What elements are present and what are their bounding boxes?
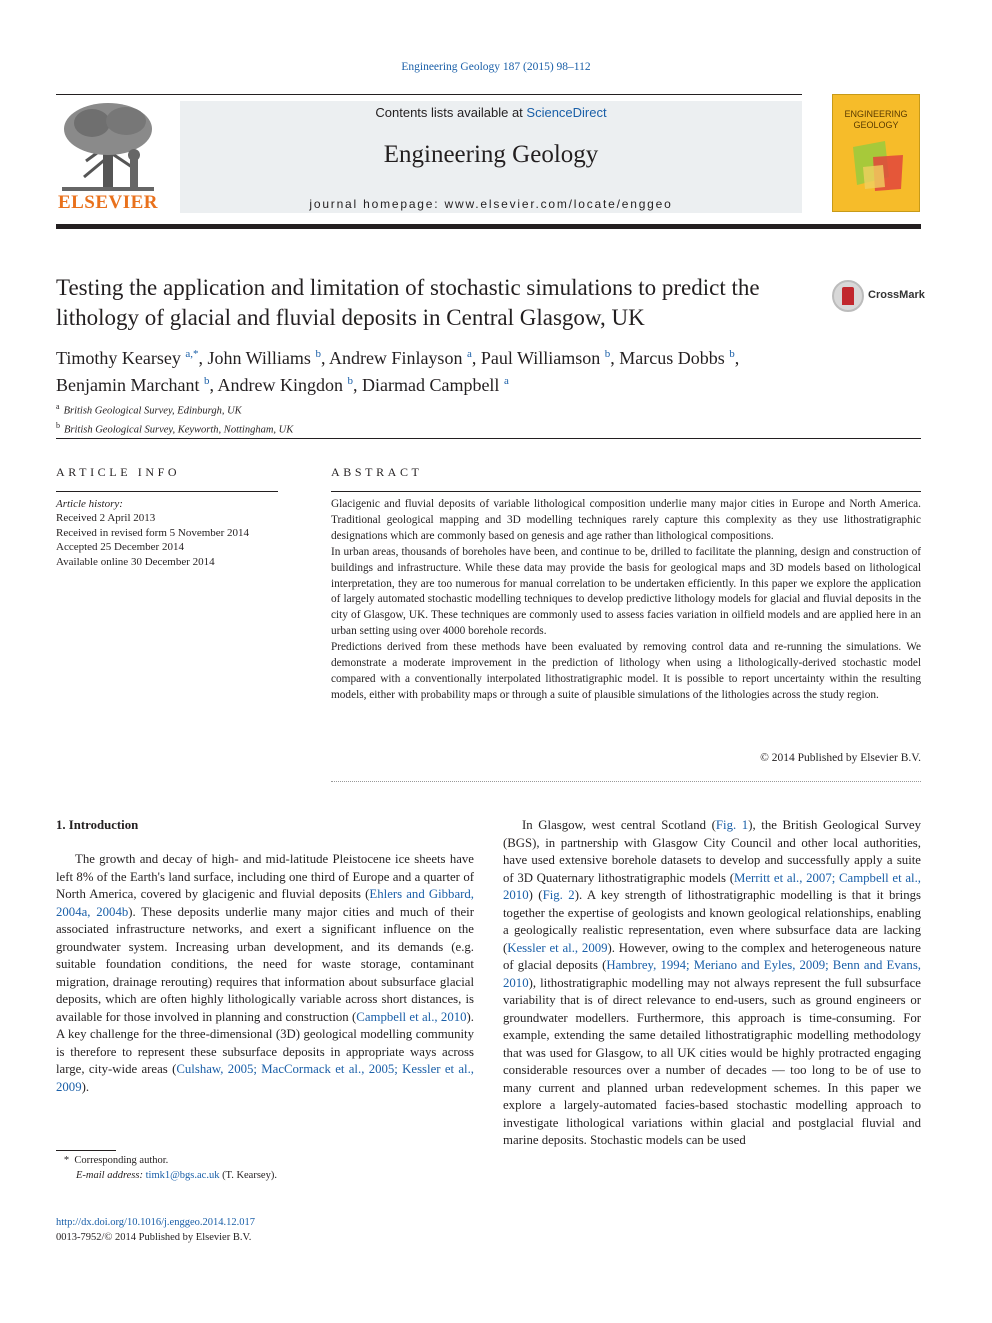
text-run: The growth and decay of high- and mid-latitude Pleistocene ice sheets have left 8% of the Earth's land surface, including one third of Europe and a quarter of North America, covered by glacigenic and fluvial deposits ( (56, 852, 474, 901)
author-affil-mark[interactable]: b (347, 375, 353, 387)
crossmark-label: CrossMark (868, 289, 925, 301)
journal-banner (180, 101, 802, 213)
figure-link[interactable]: Fig. 1 (715, 818, 749, 832)
publisher-name: ELSEVIER (57, 192, 159, 213)
abstract-copyright: © 2014 Published by Elsevier B.V. (760, 752, 921, 764)
affiliation-text: British Geological Survey, Keyworth, Nottingham, UK (64, 424, 294, 435)
left-column-text (56, 851, 474, 1096)
email-label: E-mail address: (76, 1170, 146, 1181)
article-history (56, 497, 296, 569)
history-accepted: Accepted 25 December 2014 (56, 541, 184, 554)
author-affil-mark[interactable]: b (729, 348, 735, 360)
author-list: Timothy Kearsey $^{a,*}$, John Williams $^b$, Andrew Finlayson $^a$, Paul Williamson $^b$, Marcus Dobbs $^b$, Benjamin Marchant $^b$, Andrew Kingdon $^b$, Diarmad Campbell $^a$ (56, 348, 740, 395)
text-run: ). A key strength of lithostratigraphic modelling is that it brings together the expertise of geologists and known geological relationships, enabling a geologically realistic representation, even where subsurface data are lacking ( (503, 888, 921, 955)
abstract-heading: ABSTRACT (331, 465, 423, 479)
sciencedirect-link[interactable]: ScienceDirect (526, 105, 607, 120)
author-name[interactable]: Timothy Kearsey (56, 348, 181, 368)
elsevier-tree-icon (56, 101, 160, 193)
author-name[interactable]: Marcus Dobbs (619, 348, 725, 368)
text-run: ). (81, 1079, 90, 1094)
reference-link[interactable]: Culshaw, 2005; MacCormack et al., 2005; Kessler et al., 2009 (56, 1062, 475, 1094)
section-rule (56, 438, 921, 439)
contents-line (180, 105, 802, 120)
affiliations (56, 400, 293, 437)
history-revised: Received in revised form 5 November 2014 (56, 526, 250, 539)
footnote-rule (56, 1150, 116, 1151)
right-column-text (503, 817, 921, 1150)
author-affil-mark[interactable]: b (203, 375, 210, 387)
abstract-paragraph: In urban areas, thousands of boreholes have been, and continue to be, drilled to facilitate the planning, design and construction of buildings and infrastructure. While these data may provide the basis for geological maps and 3D models based on lithological interpretation, they are too numerous for manual correlation to be undertaken efficiently. In this paper we explore the application of largely automated stochastic modelling techniques to develop predictive lithology models for glacial and fluvial deposits in the city of Glasgow, UK. These techniques are commonly used to assess facies variation in oilfield models and are applied here in an urban setting using over 4000 borehole records. (331, 545, 921, 638)
email-link[interactable]: timk1@bgs.ac.uk (145, 1170, 220, 1181)
abstract-body (331, 497, 921, 704)
text-run: ). However, owing to the complex and heterogeneous nature of glacial deposits ( (503, 940, 921, 972)
crossmark-badge[interactable] (832, 280, 924, 316)
history-received: Received 2 April 2013 (56, 512, 156, 525)
email-suffix: (T. Kearsey). (219, 1170, 277, 1181)
crossmark-icon (832, 280, 864, 312)
journal-title: Engineering Geology (383, 141, 599, 168)
author-affil-mark[interactable]: b (604, 348, 611, 360)
footnote-star: * (63, 1155, 70, 1166)
author-name[interactable]: Paul Williamson (480, 348, 601, 368)
text-run: ). A key challenge for the three-dimensional (3D) geological modelling community is therefore to represent these subsurface deposits in appropriate ways across large, city-wide areas ( (56, 1009, 474, 1076)
journal-citation[interactable]: Engineering Geology 187 (2015) 98–112 (401, 61, 591, 73)
journal-homepage[interactable]: journal homepage: www.elsevier.com/locate/enggeo (309, 197, 673, 211)
author-affil-mark[interactable]: b (315, 348, 321, 360)
section-heading-introduction: 1. Introduction (56, 818, 139, 832)
footnotes (56, 1153, 277, 1183)
footnote-email (56, 1168, 277, 1183)
affiliation-item (56, 400, 293, 419)
reference-link[interactable]: Merritt et al., 2007; Campbell et al., 2010 (503, 870, 921, 902)
author-name[interactable]: Andrew Kingdon (217, 375, 343, 395)
affiliation-mark: b (56, 420, 60, 430)
header-rule (56, 94, 802, 95)
text-run: ), lithostratigraphic modelling may not always represent the full subsurface variability that is of direct relevance to end-users, such as ground engineers or groundwater modellers. Furthermore, this approach is time-consuming. For example, extending the same detailed lithostratigraphic modelling methodology that was used for Glasgow, to all UK cities would be highly protracted engaging considerable resources over a number of decades — too long to be of use to many current and planned urban redevelopment schemes. In this paper we explore a largely-automated facies-based stochastic modelling approach to investigate lithological variations within glacial and postglacial fluvial and marine deposits. Stochastic models can be used (503, 975, 921, 1147)
footnote-corresponding (56, 1153, 277, 1168)
affiliation-mark: a (56, 402, 60, 411)
affiliation-item (56, 419, 293, 438)
text-run: In Glasgow, west central Scotland ( (522, 818, 716, 832)
doi-link[interactable]: http://dx.doi.org/10.1016/j.enggeo.2014.12.017 (56, 1217, 256, 1228)
history-online: Available online 30 December 2014 (56, 555, 215, 568)
reference-link[interactable]: Hambrey, 1994; Meriano and Eyles, 2009; Benn and Evans, 2010 (503, 958, 922, 990)
cover-title-line-1: ENGINEERING (844, 109, 908, 119)
figure-link[interactable]: Fig. 2 (542, 888, 575, 902)
abstract-end-rule (331, 781, 921, 782)
author-name[interactable]: Benjamin Marchant (56, 375, 200, 395)
article-info-heading: ARTICLE INFO (56, 465, 181, 479)
cover-title (833, 109, 919, 131)
cover-graphic (845, 137, 909, 197)
abstract-rule (331, 491, 921, 492)
reference-link[interactable]: Ehlers and Gibbard, 2004a, 2004b (56, 887, 474, 919)
affiliation-text: British Geological Survey, Edinburgh, UK (63, 405, 242, 417)
footnote-corresponding-text: Corresponding author. (74, 1155, 169, 1166)
reference-link[interactable]: Campbell et al., 2010 (356, 1009, 467, 1024)
abstract-paragraph: Predictions derived from these methods have been evaluated by removing control data and re-running the simulations. We demonstrate a moderate improvement in the prediction of lithology when using a lithologically-derived stochastic model compared with a conventionally interpolated lithostratigraphic model. It is possible to report uncertainty within the resulting models, either with probability maps or through a suite of plausible simulations of the lithologies across the study region. (331, 641, 921, 701)
reference-link[interactable]: Kessler et al., 2009 (507, 940, 608, 955)
journal-cover[interactable] (832, 94, 920, 212)
article-info-rule (56, 491, 278, 492)
abstract-paragraph: Glacigenic and fluvial deposits of variable lithological composition underlie many major cities in Europe and North America. Traditional geological mapping and 3D modelling techniques rarely capture this complexity as they use lithostratigraphic designations which are commonly based on genesis and age rather than lithological compositions. (331, 498, 921, 542)
body-paragraph (503, 817, 921, 1150)
contents-prefix: Contents lists available at (375, 105, 527, 120)
author-name[interactable]: Andrew Finlayson (328, 348, 463, 368)
author-affil-mark[interactable]: a,* (185, 348, 199, 360)
article-title: Testing the application and limitation of stochastic simulations to predict the lithology of glacial and fluvial deposits in Central Glasgow, UK (56, 275, 760, 330)
author-affil-mark[interactable]: a (503, 375, 509, 387)
author-name[interactable]: Diarmad Campbell (361, 375, 500, 395)
header-thick-rule (56, 224, 921, 229)
text-run: ). These deposits underlie many major cities and much of their associated infrastructure networks, and exert a significant influence on the groundwater system. Increasing urban development, and its demands (e.g. suitable foundation conditions, the need for waste storage, contaminant migration, drainage rerouting) requires that information about subsurface glacial deposits, which are often highly lithologically variable across short distances, is available for those involved in planning and construction ( (56, 904, 474, 1024)
author-name[interactable]: John Williams (207, 348, 311, 368)
issn-line: 0013-7952/© 2014 Published by Elsevier B.V. (56, 1232, 252, 1243)
text-run: ) ( (528, 888, 543, 902)
history-label: Article history: (56, 498, 123, 510)
text-run: ), the British Geological Survey (BGS), in partnership with Glasgow City Council and other local authorities, have used extensive borehole datasets to develop and successfully apply a suite of 3D Quaternary lithostratigraphic models ( (503, 818, 921, 885)
author-affil-mark[interactable]: a (466, 348, 472, 360)
body-paragraph (56, 851, 474, 1096)
doi-block (56, 1215, 255, 1245)
cover-title-line-2: GEOLOGY (853, 120, 899, 130)
elsevier-logo[interactable] (56, 101, 160, 214)
